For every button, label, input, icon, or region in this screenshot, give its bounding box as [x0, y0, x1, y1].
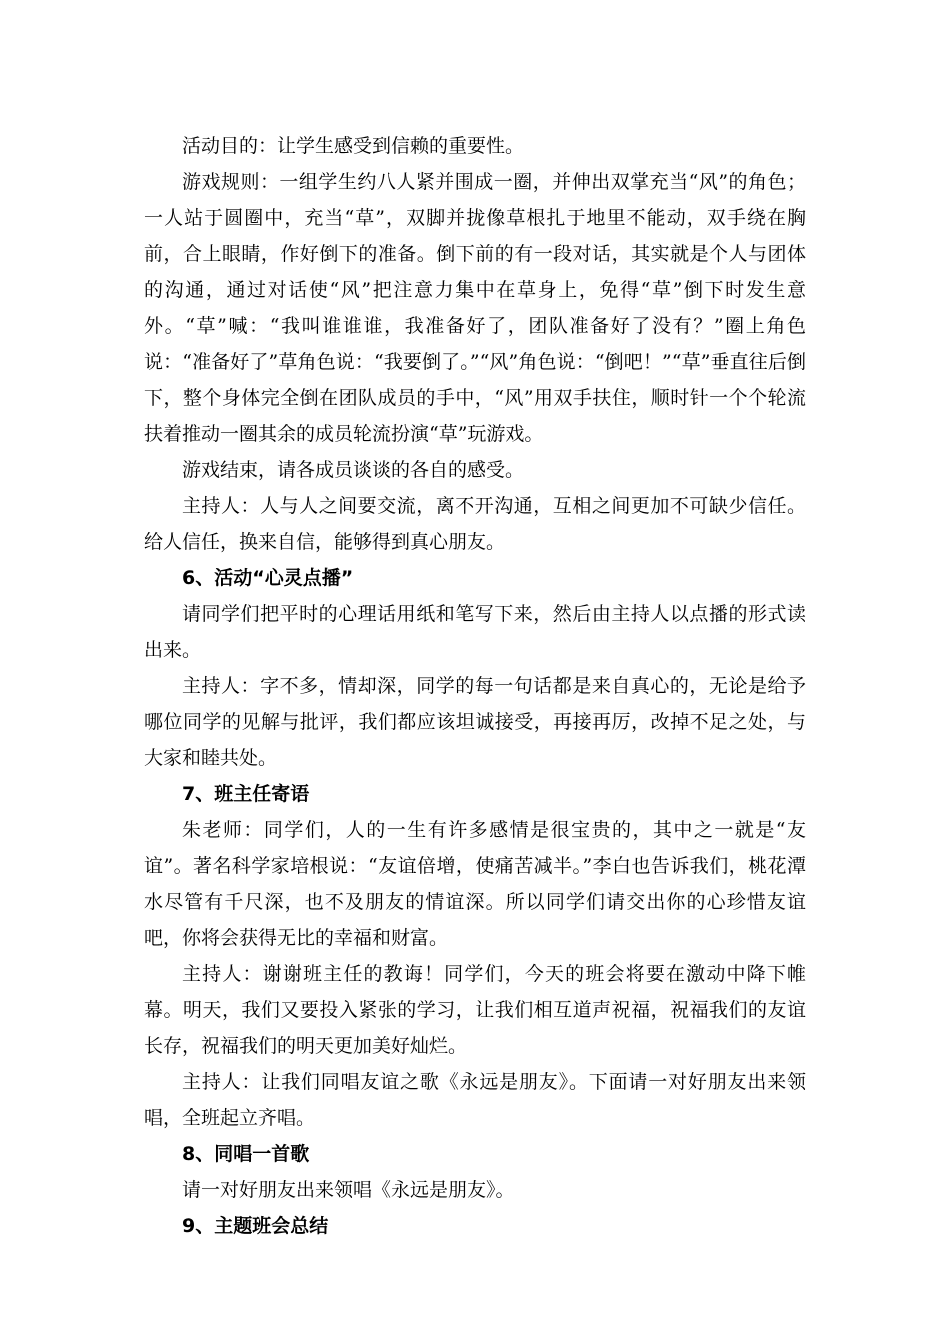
game-end-paragraph: 游戏结束，请各成员谈谈的各自的感受。: [182, 459, 525, 481]
host-sincerity-paragraph: 主持人：字不多，情却深，同学的每一句话都是来自真心的，无论是给予哪位同学的见解与批评，我们都应该坦诚接受，再接再厉，改掉不足之处，与大家和睦共处。: [144, 675, 806, 769]
teacher-message-paragraph: 朱老师：同学们，人的一生有许多感情是很宝贵的，其中之一就是“友谊”。著名科学家培根说：“友谊倍增，使痛苦减半。”李白也告诉我们，桃花潭水尽管有千尺深，也不及朋友的情谊深。所以同学们请交出你的心珍惜友谊吧，你将会获得无比的幸福和财富。: [144, 819, 806, 949]
song-invite-paragraph: 请一对好朋友出来领唱《永远是朋友》。: [182, 1179, 515, 1201]
heart-broadcast-paragraph: 请同学们把平时的心理话用纸和笔写下来，然后由主持人以点播的形式读出来。: [144, 603, 806, 661]
section-heading-9: 9、主题班会总结: [182, 1215, 329, 1237]
section-heading-7: 7、班主任寄语: [182, 783, 310, 805]
section-heading-8: 8、同唱一首歌: [182, 1143, 310, 1165]
document-body: [144, 128, 806, 1244]
section-heading-6: 6、活动“心灵点播”: [182, 567, 354, 589]
host-song-paragraph: 主持人：让我们同唱友谊之歌《永远是朋友》。下面请一对好朋友出来领唱，全班起立齐唱。: [144, 1071, 806, 1129]
host-trust-paragraph: 主持人：人与人之间要交流，离不开沟通，互相之间更加不可缺少信任。给人信任，换来自信，能够得到真心朋友。: [144, 495, 806, 553]
activity-goal-paragraph: 活动目的：让学生感受到信赖的重要性。: [182, 135, 525, 157]
host-thanks-paragraph: 主持人：谢谢班主任的教诲！同学们，今天的班会将要在激动中降下帷幕。明天，我们又要投入紧张的学习，让我们相互道声祝福，祝福我们的友谊长存，祝福我们的明天更加美好灿烂。: [144, 963, 806, 1057]
game-rules-paragraph: 游戏规则：一组学生约八人紧并围成一圈，并伸出双掌充当“风”的角色；一人站于圆圈中，充当“草”，双脚并拢像草根扎于地里不能动，双手绕在胸前，合上眼睛，作好倒下的准备。倒下前的有一段对话，其实就是个人与团体的沟通，通过对话使“风”把注意力集中在草身上，免得“草”倒下时发生意外。“草”喊：“我叫谁谁谁，我准备好了，团队准备好了没有？”圈上角色说：“准备好了”草角色说：“我要倒了。”“风”角色说：“倒吧！”“草”垂直往后倒下，整个身体完全倒在团队成员的手中，“风”用双手扶住，顺时针一个个轮流扶着推动一圈其余的成员轮流扮演“草”玩游戏。: [144, 171, 806, 445]
